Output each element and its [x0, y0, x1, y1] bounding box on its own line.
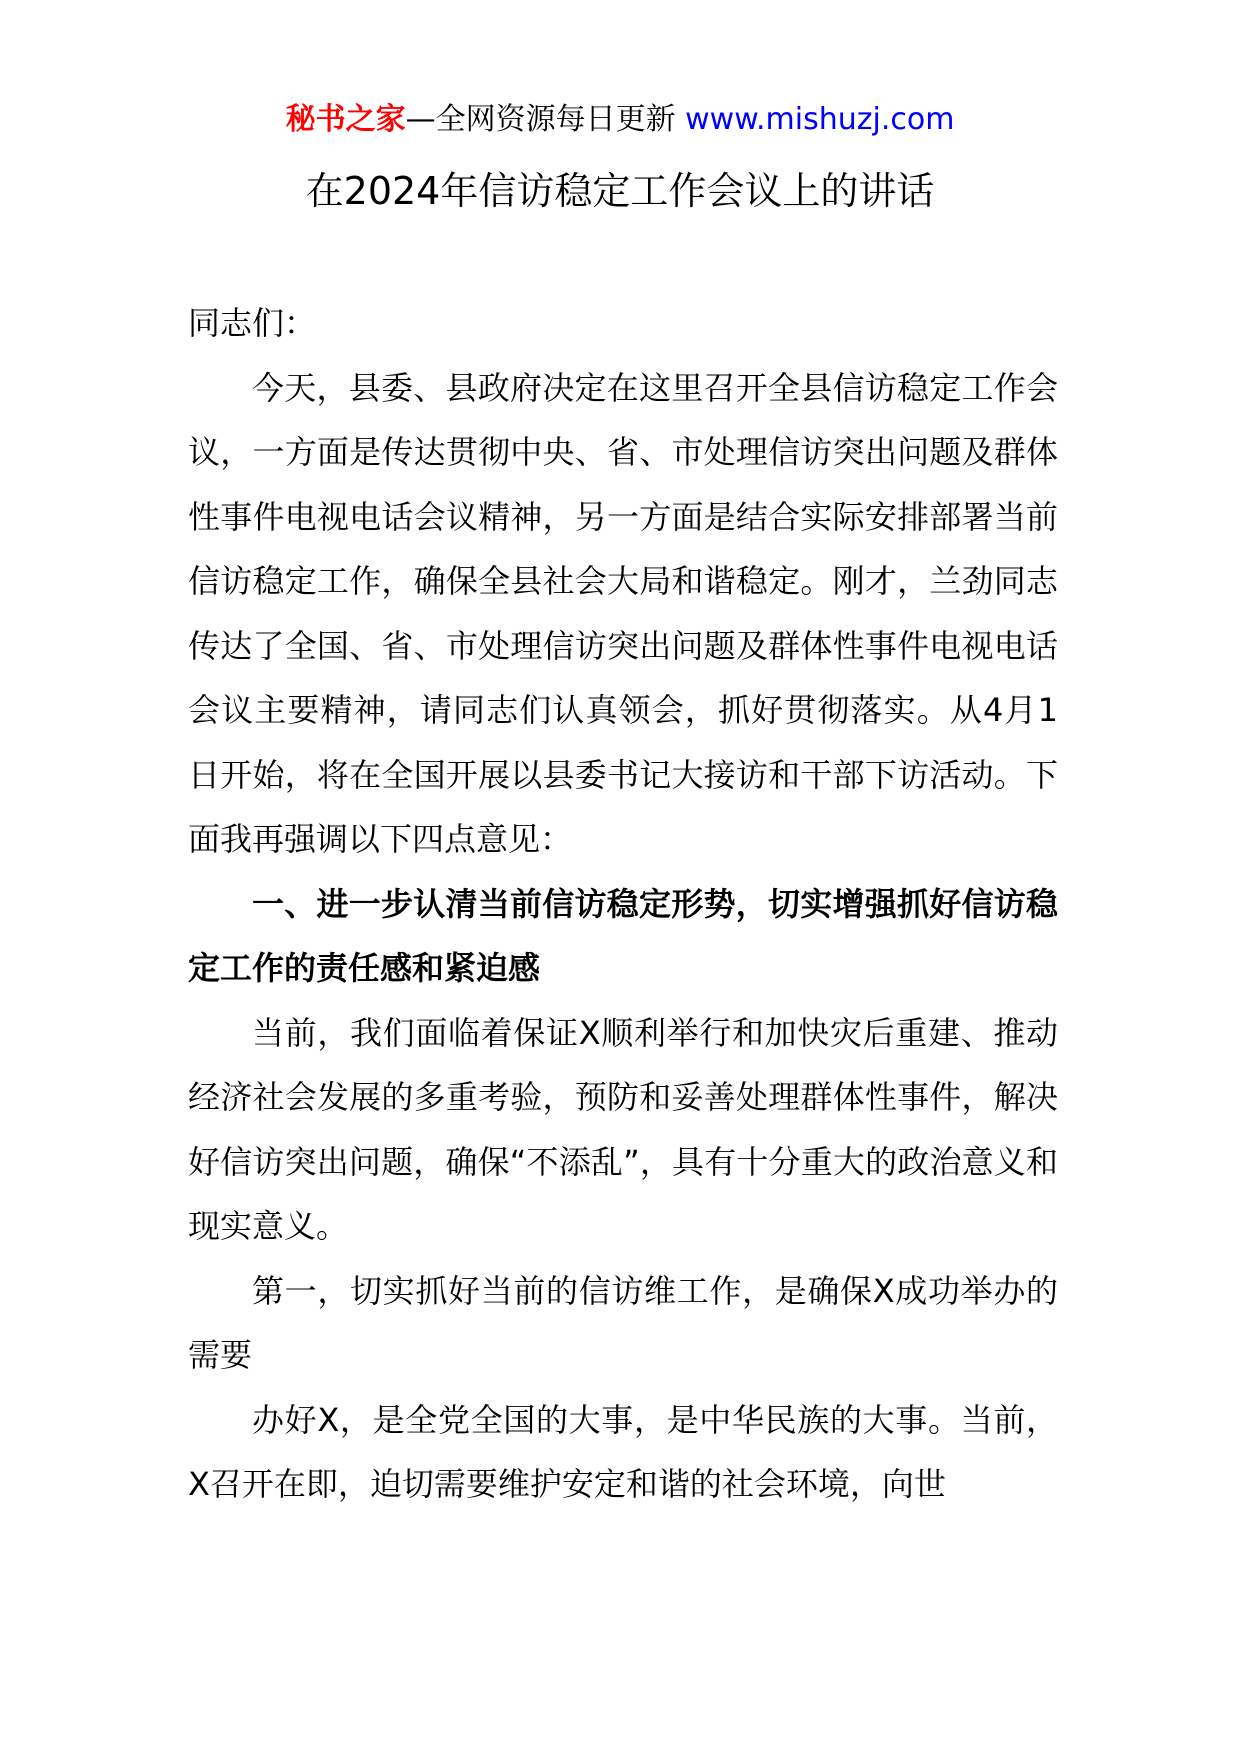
subheading-first: 第一，切实抓好当前的信访维工作，是确保X成功举办的需要	[188, 1271, 1058, 1374]
brand-name: 秘书之家	[285, 102, 406, 137]
document-title: 在2024年信访稳定工作会议上的讲话	[305, 169, 935, 213]
section-heading-one: 一、进一步认清当前信访稳定形势，切实增强抓好信访稳定工作的责任感和紧迫感	[188, 884, 1058, 987]
paragraph-current-situation: 当前，我们面临着保证X顺利举行和加快灾后重建、推动经济社会发展的多重考验，预防和妥善处理群体性事件，解决好信访突出问题，确保“不添乱”，具有十分重大的政治意义和现实意义。	[188, 1013, 1058, 1245]
site-url-link[interactable]: www.mishuzj.com	[685, 102, 955, 137]
paragraph-event: 办好X，是全党全国的大事，是中华民族的大事。当前，X召开在即，迫切需要维护安定和谐的社会环境，向世	[188, 1400, 1058, 1503]
salutation: 同志们：	[188, 304, 317, 342]
document-body	[188, 291, 1058, 1517]
paragraph-opening: 今天，县委、县政府决定在这里召开全县信访稳定工作会议，一方面是传达贯彻中央、省、市处理信访突出问题及群体性事件电视电话会议精神，另一方面是结合实际安排部署当前信访稳定工作，确保全县社会大局和谐稳定。刚才，兰劲同志传达了全国、省、市处理信访突出问题及群体性事件电视电话会议主要精神，请同志们认真领会，抓好贯彻落实。从4月1日开始，将在全国开展以县委书记大接访和干部下访活动。下面我再强调以下四点意见：	[188, 368, 1058, 858]
site-header	[0, 100, 1240, 140]
brand-tagline: —全网资源每日更新	[405, 102, 676, 137]
